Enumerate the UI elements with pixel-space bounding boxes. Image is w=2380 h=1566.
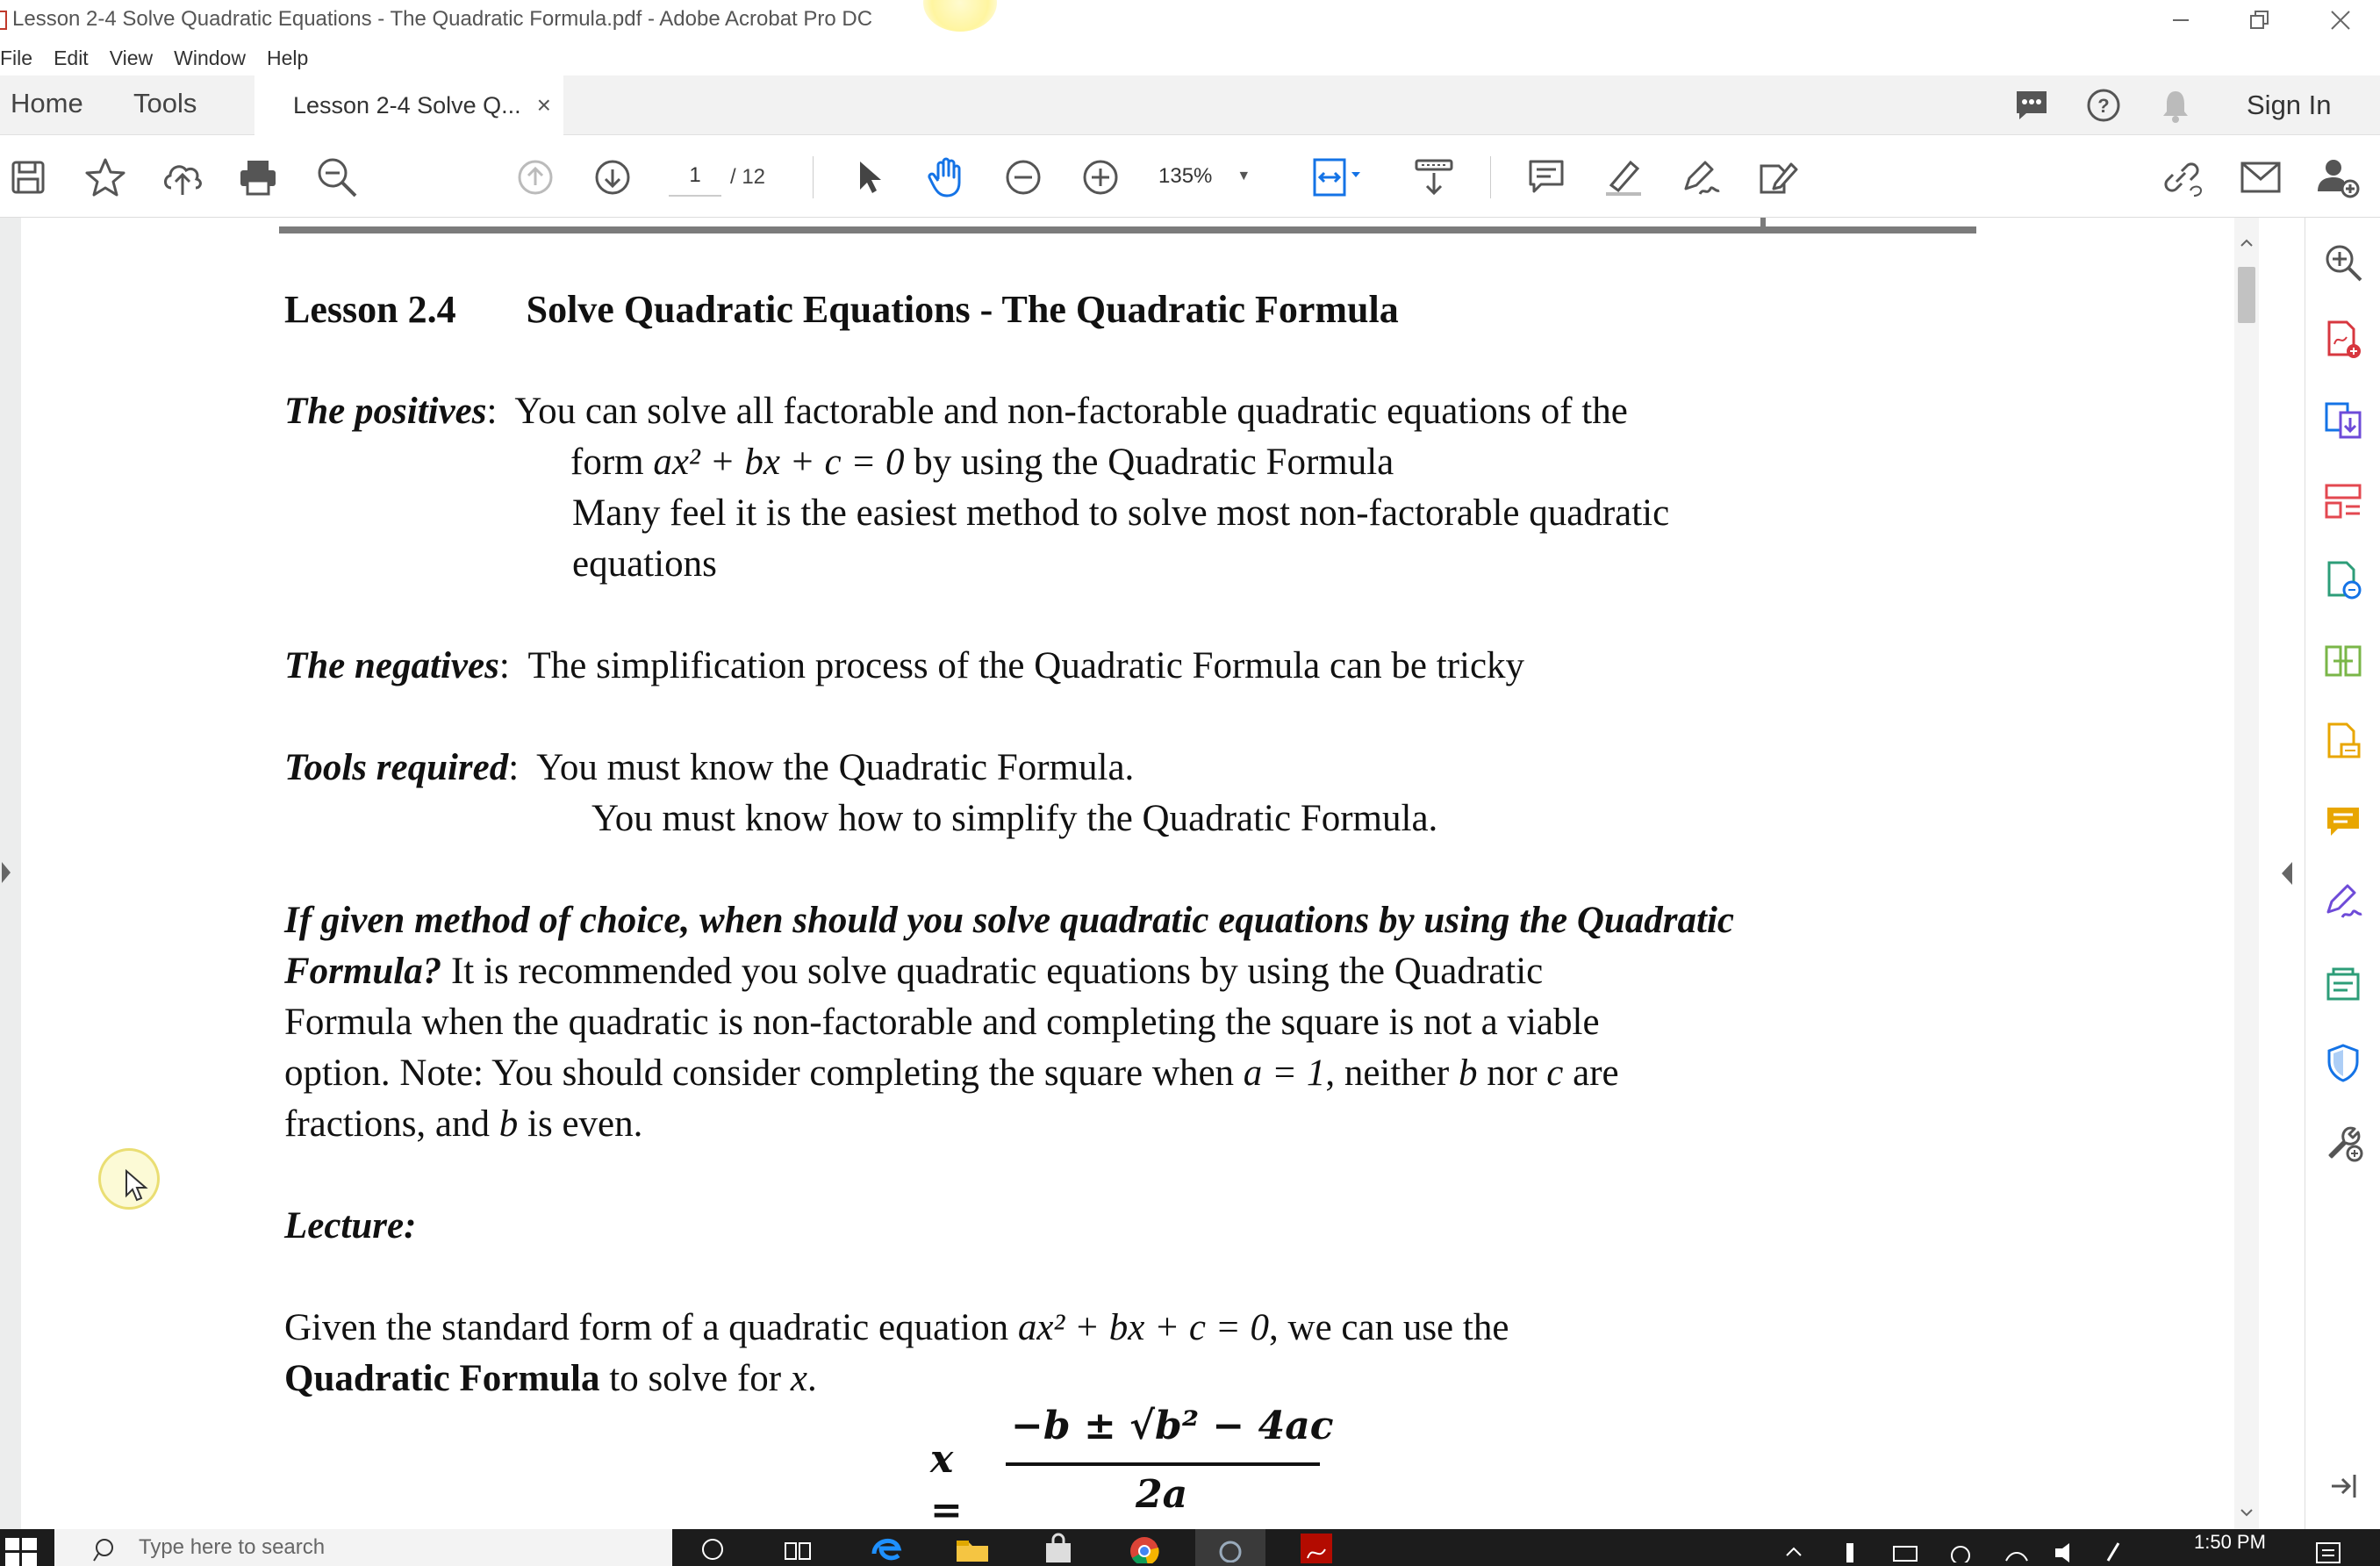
app-circle-icon <box>1215 1533 1245 1562</box>
hand-tool-button[interactable] <box>920 151 972 204</box>
protect-button[interactable] <box>2319 1039 2367 1087</box>
organize-pages-button[interactable] <box>2319 478 2367 525</box>
main-toolbar <box>0 135 2380 218</box>
variable-x: x <box>790 1358 807 1399</box>
left-panel-collapsed[interactable] <box>0 218 21 1529</box>
lecture-line-1 <box>284 1303 1509 1354</box>
minus-circle-icon <box>1004 158 1043 197</box>
mouse-pointer-icon <box>125 1169 149 1204</box>
fit-page-button[interactable] <box>1311 151 1364 204</box>
cloud-upload-icon <box>161 158 204 197</box>
question-text-4-pre: option. Note: You should consider completing the square when <box>284 1052 1244 1094</box>
system-tray-icons[interactable] <box>1781 1536 2133 1562</box>
quadratic-formula-term: Quadratic Formula <box>284 1358 600 1399</box>
tab-close-button[interactable]: × <box>536 91 551 119</box>
arrow-up-circle-icon <box>516 158 555 197</box>
lecture-line-2 <box>284 1354 817 1404</box>
lecture-text-1-post: , we can use the <box>1269 1307 1509 1348</box>
save-button[interactable] <box>2 151 54 204</box>
positives-line-1: The positives: You can solve all factorable and non-factorable quadratic equations of the <box>284 391 1628 432</box>
minimize-icon <box>2171 11 2190 30</box>
screen-glare <box>923 0 997 32</box>
page-number-input[interactable] <box>669 156 721 197</box>
negatives-label: The negatives <box>284 645 499 686</box>
windows-taskbar <box>0 1529 2380 1566</box>
collapse-right-pane-icon <box>2280 862 2298 885</box>
title-bar <box>0 0 2380 40</box>
folder-icon <box>955 1534 990 1562</box>
star-icon <box>85 157 125 198</box>
edit-pdf-button[interactable] <box>1752 151 1804 204</box>
comments-button[interactable] <box>2011 86 2052 125</box>
acrobat-file-icon <box>0 11 7 30</box>
highlight-button[interactable] <box>1597 151 1650 204</box>
lecture-label: Lecture: <box>284 1205 417 1246</box>
more-tools-button[interactable] <box>2319 1118 2367 1166</box>
hand-icon <box>926 156 966 198</box>
scroll-down-icon <box>2234 1505 2259 1522</box>
zoom-value: 135% <box>1158 164 1213 188</box>
close-icon <box>2330 10 2351 31</box>
taskbar-chrome[interactable] <box>1109 1529 1179 1566</box>
question-line-5 <box>284 1099 642 1150</box>
scroll-mode-icon <box>1413 157 1455 198</box>
variable-b: b <box>1458 1052 1478 1094</box>
print-button[interactable] <box>232 151 284 204</box>
edit-document-icon <box>1756 157 1800 198</box>
zoom-search-icon <box>2324 243 2362 282</box>
tab-home[interactable]: Home <box>11 88 83 119</box>
formula-denominator: 2a <box>1136 1472 1188 1517</box>
collapse-tools-pane-button[interactable] <box>2319 1462 2367 1510</box>
email-button[interactable] <box>2234 151 2287 204</box>
lesson-title: Solve Quadratic Equations - The Quadratic Formula <box>526 288 1399 331</box>
help-icon <box>2086 88 2121 123</box>
zoom-out-button[interactable] <box>997 151 1050 204</box>
toolbar-divider-2 <box>1490 156 1491 198</box>
question-text-2: It is recommended you solve quadratic equations by using the Quadratic <box>441 951 1544 992</box>
search-pane-button[interactable] <box>2319 239 2367 286</box>
wrench-plus-icon <box>2323 1122 2363 1162</box>
page-header-rule <box>279 226 1976 233</box>
store-bag-icon <box>1043 1533 1074 1562</box>
plus-circle-icon <box>1081 158 1120 197</box>
minimize-button[interactable] <box>2141 0 2220 40</box>
question-text-4-nor: nor <box>1477 1052 1547 1094</box>
action-center-icon[interactable] <box>2313 1538 2343 1564</box>
question-line-1: If given method of choice, when should you solve quadratic equations by using the Quadratic <box>284 900 1735 941</box>
positives-text-2-post: by using the Quadratic Formula <box>904 442 1394 483</box>
lecture-text-2: to solve for <box>599 1358 791 1399</box>
standard-form-equation: ax² + bx + c = 0 <box>653 442 905 483</box>
page-total: / 12 <box>730 165 766 189</box>
tab-bar <box>0 75 2380 135</box>
save-icon <box>10 159 47 196</box>
fill-and-sign-button[interactable] <box>2319 878 2367 925</box>
lecture-text-1-pre: Given the standard form of a quadratic equation <box>284 1307 1018 1348</box>
menu-file[interactable]: File <box>0 46 33 69</box>
variable-b-2: b <box>498 1103 519 1145</box>
question-line-4 <box>284 1048 1619 1099</box>
window-title: Lesson 2-4 Solve Quadratic Equations - The Quadratic Formula.pdf - Adobe Acrobat Pro DC <box>12 7 873 31</box>
previous-page-button[interactable] <box>509 151 562 204</box>
tab-document[interactable] <box>254 75 563 135</box>
question-text-5-post: is even. <box>518 1103 643 1145</box>
restore-icon <box>2249 10 2270 31</box>
formula-numerator: −b ± √b² − 4ac <box>1011 1404 1334 1448</box>
search-icon <box>93 1536 119 1562</box>
create-pdf-icon <box>2324 320 2362 360</box>
add-user-button[interactable] <box>2312 151 2364 204</box>
cortana-button[interactable] <box>677 1529 748 1566</box>
add-comment-button[interactable] <box>1520 151 1573 204</box>
lecture-equation: ax² + bx + c = 0 <box>1017 1307 1270 1348</box>
positives-line-4: equations <box>572 543 717 585</box>
expand-left-panel-icon <box>2 862 12 883</box>
help-button[interactable] <box>2083 86 2124 125</box>
select-tool-button[interactable] <box>842 151 895 204</box>
upload-cloud-button[interactable] <box>156 151 209 204</box>
comment-tool-button[interactable] <box>2319 799 2367 846</box>
taskbar-store[interactable] <box>1023 1529 1093 1566</box>
negatives-text: The simplification process of the Quadratic Formula can be tricky <box>527 645 1525 686</box>
menu-window[interactable]: Window <box>174 46 246 69</box>
tools-label: Tools required <box>284 747 509 788</box>
tab-tools[interactable]: Tools <box>133 88 197 119</box>
comment-icon <box>1527 158 1566 197</box>
question-line-2 <box>284 946 1543 997</box>
compare-icon <box>2323 642 2363 680</box>
tab-document-label: Lesson 2-4 Solve Q... <box>293 91 521 119</box>
positives-text-1: You can solve all factorable and non-factorable quadratic equations of the <box>514 391 1628 432</box>
edge-icon <box>871 1533 902 1562</box>
page-header-rule-tick <box>1760 218 1766 233</box>
send-for-review-button[interactable] <box>2319 718 2367 765</box>
positives-text-2-pre: form <box>570 442 654 483</box>
lecture-text-2-end: . <box>806 1358 817 1399</box>
tools-pane <box>2305 218 2380 1529</box>
taskbar-file-explorer[interactable] <box>937 1529 1007 1566</box>
close-window-button[interactable] <box>2301 0 2380 40</box>
task-view-button[interactable] <box>762 1529 832 1566</box>
fraction-bar <box>1006 1462 1320 1466</box>
menu-edit[interactable]: Edit <box>54 46 89 69</box>
chat-icon <box>2014 89 2049 122</box>
taskbar-edge[interactable] <box>851 1529 921 1566</box>
toolbar-divider <box>813 156 814 198</box>
fit-width-icon <box>1311 156 1364 198</box>
comment-yellow-icon <box>2324 804 2362 841</box>
combine-files-button[interactable] <box>2319 557 2367 604</box>
shield-icon <box>2326 1043 2361 1083</box>
envelope-icon <box>2240 160 2282 195</box>
lesson-number: Lesson 2.4 <box>284 288 456 331</box>
positives-label: The positives <box>284 391 487 432</box>
question-bold-end: Formula? <box>284 951 442 992</box>
positives-line-2 <box>570 437 1394 488</box>
chrome-icon <box>1129 1532 1160 1563</box>
signature-icon <box>2323 882 2363 921</box>
a-equals-1: a = 1 <box>1243 1052 1326 1094</box>
menu-bar <box>0 40 319 75</box>
cursor-arrow-icon <box>853 158 885 197</box>
restore-button[interactable] <box>2220 0 2299 40</box>
arrow-down-circle-icon <box>593 158 632 197</box>
windows-start-icon[interactable] <box>5 1538 37 1566</box>
negatives-line: The negatives: The simplification process of the Quadratic Formula can be tricky <box>284 645 1525 686</box>
collapse-pane-icon <box>2328 1471 2358 1501</box>
positives-line-3: Many feel it is the easiest method to solve most non-factorable quadratic <box>572 492 1670 534</box>
bell-icon <box>2160 88 2191 123</box>
highlighter-icon <box>1602 157 1645 198</box>
lesson-heading <box>284 284 1399 336</box>
chevron-down-icon: ▼ <box>1237 169 1251 183</box>
sign-in-link[interactable]: Sign In <box>2247 90 2332 120</box>
send-signature-icon <box>2323 962 2363 1002</box>
zoom-dropdown[interactable] <box>1158 156 1272 197</box>
svg-text:?: ? <box>2097 95 2110 117</box>
bookmark-star-button[interactable] <box>79 151 132 204</box>
menu-view[interactable]: View <box>109 46 154 69</box>
question-line-3: Formula when the quadratic is non-factorable and completing the square is not a viable <box>284 1002 1600 1043</box>
send-for-signature-button[interactable] <box>2319 959 2367 1006</box>
scrollbar-thumb[interactable] <box>2238 267 2255 323</box>
scroll-up-icon <box>2234 233 2259 251</box>
find-button[interactable] <box>311 151 363 204</box>
printer-icon <box>238 158 278 197</box>
create-pdf-button[interactable] <box>2319 316 2367 363</box>
vertical-scrollbar[interactable] <box>2234 218 2259 1529</box>
next-page-button[interactable] <box>586 151 639 204</box>
taskbar-search-placeholder: Type here to search <box>139 1535 326 1559</box>
document-viewport[interactable] <box>0 218 2233 1529</box>
link-icon <box>2159 157 2204 198</box>
zoom-in-button[interactable] <box>1074 151 1127 204</box>
taskbar-clock[interactable]: 1:50 PM <box>2194 1531 2266 1553</box>
organize-pages-icon <box>2323 482 2363 521</box>
review-doc-icon <box>2324 722 2362 762</box>
formula-lhs: x = <box>930 1437 963 1529</box>
edit-pdf-icon <box>2324 560 2362 600</box>
search-zoom-icon <box>316 156 358 198</box>
notifications-button[interactable] <box>2155 86 2196 125</box>
tools-text-1: You must know the Quadratic Formula. <box>536 747 1135 788</box>
menu-help[interactable]: Help <box>266 46 309 69</box>
question-text-4-mid: , neither <box>1325 1052 1459 1094</box>
fill-sign-button[interactable] <box>1674 151 1727 204</box>
pen-sign-icon <box>1679 157 1723 198</box>
taskbar-acrobat[interactable] <box>1281 1529 1351 1566</box>
taskbar-search[interactable] <box>54 1529 672 1566</box>
taskbar-app-active[interactable] <box>1195 1529 1265 1566</box>
compare-files-button[interactable] <box>2319 637 2367 685</box>
task-view-icon <box>782 1534 812 1561</box>
cortana-icon <box>699 1534 726 1561</box>
scrolling-mode-button[interactable] <box>1408 151 1460 204</box>
acrobat-icon <box>1299 1532 1334 1563</box>
tools-line-2: You must know how to simplify the Quadratic Formula. <box>591 798 1438 839</box>
export-pdf-button[interactable] <box>2319 397 2367 444</box>
tools-line-1: Tools required: You must know the Quadratic Formula. <box>284 747 1135 788</box>
question-text-4-post: are <box>1563 1052 1619 1094</box>
variable-c: c <box>1546 1052 1564 1094</box>
share-link-button[interactable] <box>2155 151 2208 204</box>
question-text-5-pre: fractions, and <box>284 1103 499 1145</box>
export-pdf-icon <box>2323 400 2363 441</box>
add-user-icon <box>2316 156 2360 198</box>
